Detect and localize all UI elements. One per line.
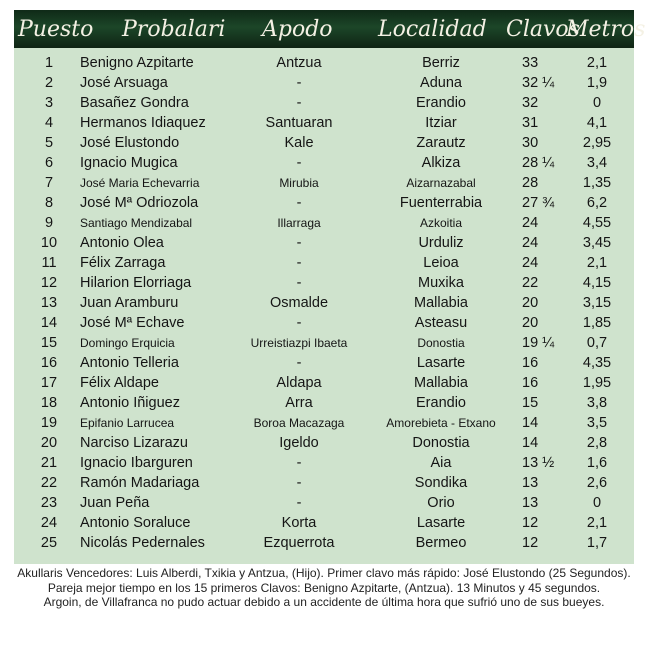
cell-probalari: Juan Peña bbox=[80, 495, 150, 511]
table-row bbox=[14, 513, 634, 533]
cell-probalari: Ramón Madariaga bbox=[80, 475, 200, 491]
cell-metros: 3,45 bbox=[582, 235, 612, 251]
cell-localidad: Mallabia bbox=[414, 295, 468, 311]
cell-localidad: Donostia bbox=[412, 435, 470, 451]
footnote-accident: Argoin, de Villafranca no pudo actuar debido a un accidente de última hora que sufrió uno de sus bueyes. bbox=[43, 595, 605, 610]
cell-puesto: 22 bbox=[40, 475, 58, 491]
cell-probalari: Narciso Lizarazu bbox=[80, 435, 188, 451]
cell-localidad: Leioa bbox=[423, 255, 459, 271]
table-row bbox=[14, 173, 634, 193]
cell-metros: 4,1 bbox=[586, 115, 608, 131]
cell-clavos: 20 bbox=[522, 295, 539, 311]
cell-localidad: Donostia bbox=[417, 336, 465, 350]
results-table bbox=[14, 10, 646, 564]
cell-apodo: - bbox=[296, 235, 302, 251]
cell-localidad: Lasarte bbox=[416, 515, 466, 531]
table-row bbox=[14, 373, 634, 393]
cell-localidad: Aia bbox=[430, 455, 452, 471]
cell-localidad: Fuenterrabia bbox=[399, 195, 483, 211]
cell-clavos: 19 ¼ bbox=[522, 335, 555, 351]
cell-probalari: Félix Aldape bbox=[80, 375, 159, 391]
cell-puesto: 25 bbox=[40, 535, 58, 551]
cell-localidad: Erandio bbox=[416, 95, 466, 111]
cell-probalari: Santiago Mendizabal bbox=[80, 216, 193, 230]
cell-probalari: José Mª Echave bbox=[80, 315, 185, 331]
cell-puesto: 18 bbox=[40, 395, 58, 411]
cell-metros: 3,4 bbox=[586, 155, 608, 171]
cell-localidad: Sondika bbox=[414, 475, 468, 491]
cell-clavos: 13 ½ bbox=[522, 455, 555, 471]
cell-localidad: Zarautz bbox=[416, 135, 466, 151]
cell-apodo: - bbox=[296, 315, 302, 331]
cell-metros: 2,95 bbox=[582, 135, 612, 151]
table-row bbox=[14, 313, 634, 333]
cell-probalari: Hilarion Elorriaga bbox=[80, 275, 192, 291]
cell-puesto: 20 bbox=[40, 435, 58, 451]
cell-probalari: José Maria Echevarria bbox=[80, 176, 200, 190]
cell-clavos: 28 ¼ bbox=[522, 155, 555, 171]
cell-metros: 2,8 bbox=[586, 435, 608, 451]
table-row bbox=[14, 113, 634, 133]
table-row bbox=[14, 153, 634, 173]
cell-puesto: 13 bbox=[40, 295, 58, 311]
cell-clavos: 14 bbox=[522, 435, 539, 451]
cell-localidad: Alkiza bbox=[421, 155, 461, 171]
table-header bbox=[14, 10, 646, 48]
cell-clavos: 31 bbox=[522, 115, 539, 131]
cell-puesto: 23 bbox=[40, 495, 58, 511]
cell-apodo: Boroa Macazaga bbox=[253, 416, 345, 430]
cell-apodo: Illarraga bbox=[277, 216, 321, 230]
cell-clavos: 20 bbox=[522, 315, 539, 331]
cell-metros: 3,8 bbox=[586, 395, 608, 411]
cell-metros: 1,85 bbox=[582, 315, 612, 331]
cell-metros: 2,1 bbox=[586, 515, 608, 531]
table-row bbox=[14, 293, 634, 313]
cell-metros: 3,15 bbox=[582, 295, 612, 311]
cell-apodo: - bbox=[296, 475, 302, 491]
cell-apodo: Korta bbox=[281, 515, 317, 531]
cell-localidad: Amorebieta - Etxano bbox=[386, 416, 496, 430]
cell-metros: 1,35 bbox=[582, 175, 612, 191]
cell-clavos: 27 ¾ bbox=[522, 195, 555, 211]
cell-probalari: Ignacio Ibarguren bbox=[80, 455, 193, 471]
cell-puesto: 24 bbox=[40, 515, 58, 531]
cell-clavos: 24 bbox=[522, 235, 539, 251]
cell-clavos: 12 bbox=[522, 535, 539, 551]
cell-apodo: Antzua bbox=[276, 55, 322, 71]
cell-metros: 6,2 bbox=[586, 195, 608, 211]
header-metros: Metros bbox=[566, 17, 646, 42]
cell-probalari: Nicolás Pedernales bbox=[80, 535, 205, 551]
cell-apodo: - bbox=[296, 155, 302, 171]
table-row bbox=[14, 133, 634, 153]
cell-metros: 2,1 bbox=[586, 255, 608, 271]
cell-localidad: Erandio bbox=[416, 395, 466, 411]
cell-probalari: Antonio Iñiguez bbox=[80, 395, 180, 411]
cell-puesto: 8 bbox=[44, 195, 54, 211]
header-probalari: Probalari bbox=[122, 17, 226, 42]
cell-apodo: Ezquerrota bbox=[263, 535, 335, 551]
cell-clavos: 30 bbox=[522, 135, 539, 151]
cell-probalari: Hermanos Idiaquez bbox=[80, 115, 206, 131]
cell-metros: 2,1 bbox=[586, 55, 608, 71]
cell-metros: 1,9 bbox=[586, 75, 608, 91]
cell-puesto: 11 bbox=[41, 255, 57, 271]
cell-puesto: 14 bbox=[40, 315, 58, 331]
cell-probalari: Domingo Erquicia bbox=[80, 336, 175, 350]
cell-localidad: Berriz bbox=[422, 55, 460, 71]
table-row bbox=[14, 333, 634, 353]
cell-localidad: Lasarte bbox=[416, 355, 466, 371]
cell-probalari: José Arsuaga bbox=[80, 75, 168, 91]
cell-apodo: - bbox=[296, 275, 302, 291]
table-row bbox=[14, 393, 634, 413]
footnote-winners: Akullaris Vencedores: Luis Alberdi, Txikia y Antzua, (Hijo). Primer clavo más rápido: José Elustondo (25 Segundos). Pareja mejor tiempo en los 15 primeros Clavos: Benigno Azpitarte, (Antzua). 13 Minutos y 45 segundos. bbox=[17, 566, 631, 595]
cell-metros: 3,5 bbox=[586, 415, 608, 431]
cell-apodo: - bbox=[296, 455, 302, 471]
cell-clavos: 32 bbox=[522, 95, 539, 111]
cell-clavos: 24 bbox=[522, 215, 539, 231]
cell-clavos: 33 bbox=[522, 55, 539, 71]
cell-metros: 1,95 bbox=[582, 375, 612, 391]
cell-apodo: Arra bbox=[285, 395, 313, 411]
cell-probalari: Antonio Telleria bbox=[80, 355, 179, 371]
table-row bbox=[14, 73, 634, 93]
cell-puesto: 16 bbox=[40, 355, 58, 371]
cell-clavos: 16 bbox=[522, 375, 539, 391]
header-clavos: Clavos bbox=[506, 17, 580, 42]
table-row bbox=[14, 413, 634, 433]
cell-puesto: 7 bbox=[44, 175, 54, 191]
cell-puesto: 19 bbox=[40, 415, 58, 431]
cell-apodo: - bbox=[296, 355, 302, 371]
cell-apodo: Mirubia bbox=[279, 176, 319, 190]
cell-apodo: - bbox=[296, 255, 302, 271]
cell-puesto: 6 bbox=[44, 155, 54, 171]
header-apodo: Apodo bbox=[262, 17, 333, 42]
cell-apodo: - bbox=[296, 495, 302, 511]
cell-metros: 0,7 bbox=[586, 335, 608, 351]
cell-apodo: Urreistiazpi Ibaeta bbox=[250, 336, 348, 350]
cell-clavos: 13 bbox=[522, 495, 539, 511]
cell-clavos: 22 bbox=[522, 275, 539, 291]
cell-metros: 1,7 bbox=[586, 535, 608, 551]
table-row bbox=[14, 533, 634, 553]
cell-localidad: Muxika bbox=[418, 275, 464, 291]
cell-localidad: Urduliz bbox=[418, 235, 464, 251]
cell-localidad: Asteasu bbox=[414, 315, 468, 331]
cell-metros: 1,6 bbox=[586, 455, 608, 471]
table-row bbox=[14, 493, 634, 513]
cell-localidad: Aizarnazabal bbox=[406, 176, 476, 190]
table-row bbox=[14, 233, 634, 253]
table-row bbox=[14, 213, 634, 233]
cell-localidad: Bermeo bbox=[415, 535, 467, 551]
cell-probalari: Félix Zarraga bbox=[80, 255, 166, 271]
cell-probalari: Benigno Azpitarte bbox=[80, 55, 194, 71]
cell-apodo: Igeldo bbox=[279, 435, 319, 451]
table-row bbox=[14, 193, 634, 213]
cell-puesto: 4 bbox=[44, 115, 54, 131]
cell-clavos: 14 bbox=[522, 415, 539, 431]
table-row bbox=[14, 453, 634, 473]
cell-apodo: Osmalde bbox=[269, 295, 329, 311]
cell-metros: 2,6 bbox=[586, 475, 608, 491]
cell-clavos: 32 ¼ bbox=[522, 75, 555, 91]
cell-apodo: - bbox=[296, 75, 302, 91]
cell-puesto: 3 bbox=[44, 95, 54, 111]
cell-puesto: 17 bbox=[40, 375, 58, 391]
cell-localidad: Itziar bbox=[425, 115, 457, 131]
cell-apodo: - bbox=[296, 195, 302, 211]
cell-probalari: José Mª Odriozola bbox=[80, 195, 199, 211]
cell-metros: 4,35 bbox=[582, 355, 612, 371]
cell-apodo: Aldapa bbox=[276, 375, 322, 391]
cell-puesto: 21 bbox=[40, 455, 58, 471]
cell-apodo: Kale bbox=[284, 135, 314, 151]
cell-clavos: 16 bbox=[522, 355, 539, 371]
cell-clavos: 12 bbox=[522, 515, 539, 531]
cell-puesto: 1 bbox=[44, 55, 54, 71]
cell-puesto: 5 bbox=[44, 135, 54, 151]
cell-probalari: José Elustondo bbox=[80, 135, 180, 151]
table-row bbox=[14, 93, 634, 113]
cell-localidad: Mallabia bbox=[414, 375, 468, 391]
table-row bbox=[14, 53, 634, 73]
cell-probalari: Antonio Soraluce bbox=[80, 515, 191, 531]
cell-apodo: - bbox=[296, 95, 302, 111]
table-row bbox=[14, 353, 634, 373]
cell-clavos: 28 bbox=[522, 175, 539, 191]
cell-metros: 0 bbox=[592, 495, 602, 511]
cell-clavos: 13 bbox=[522, 475, 539, 491]
table-body bbox=[14, 53, 634, 553]
cell-puesto: 9 bbox=[44, 215, 54, 231]
cell-localidad: Aduna bbox=[420, 75, 462, 91]
cell-probalari: Ignacio Mugica bbox=[80, 155, 178, 171]
cell-clavos: 15 bbox=[522, 395, 539, 411]
cell-metros: 0 bbox=[592, 95, 602, 111]
cell-localidad: Orio bbox=[427, 495, 455, 511]
cell-puesto: 15 bbox=[40, 335, 58, 351]
table-row bbox=[14, 473, 634, 493]
cell-puesto: 12 bbox=[40, 275, 58, 291]
header-puesto: Puesto bbox=[18, 17, 94, 42]
table-row bbox=[14, 433, 634, 453]
cell-metros: 4,55 bbox=[582, 215, 612, 231]
header-localidad: Localidad bbox=[378, 17, 487, 42]
cell-puesto: 10 bbox=[40, 235, 58, 251]
cell-probalari: Juan Aramburu bbox=[80, 295, 179, 311]
table-row bbox=[14, 253, 634, 273]
cell-probalari: Basañez Gondra bbox=[80, 95, 189, 111]
cell-metros: 4,15 bbox=[582, 275, 612, 291]
cell-probalari: Epifanio Larrucea bbox=[80, 416, 175, 430]
table-row bbox=[14, 273, 634, 293]
table-footnote bbox=[14, 566, 634, 610]
cell-probalari: Antonio Olea bbox=[80, 235, 164, 251]
cell-puesto: 2 bbox=[44, 75, 54, 91]
cell-localidad: Azkoitia bbox=[419, 216, 463, 230]
cell-clavos: 24 bbox=[522, 255, 539, 271]
cell-apodo: Santuaran bbox=[265, 115, 333, 131]
